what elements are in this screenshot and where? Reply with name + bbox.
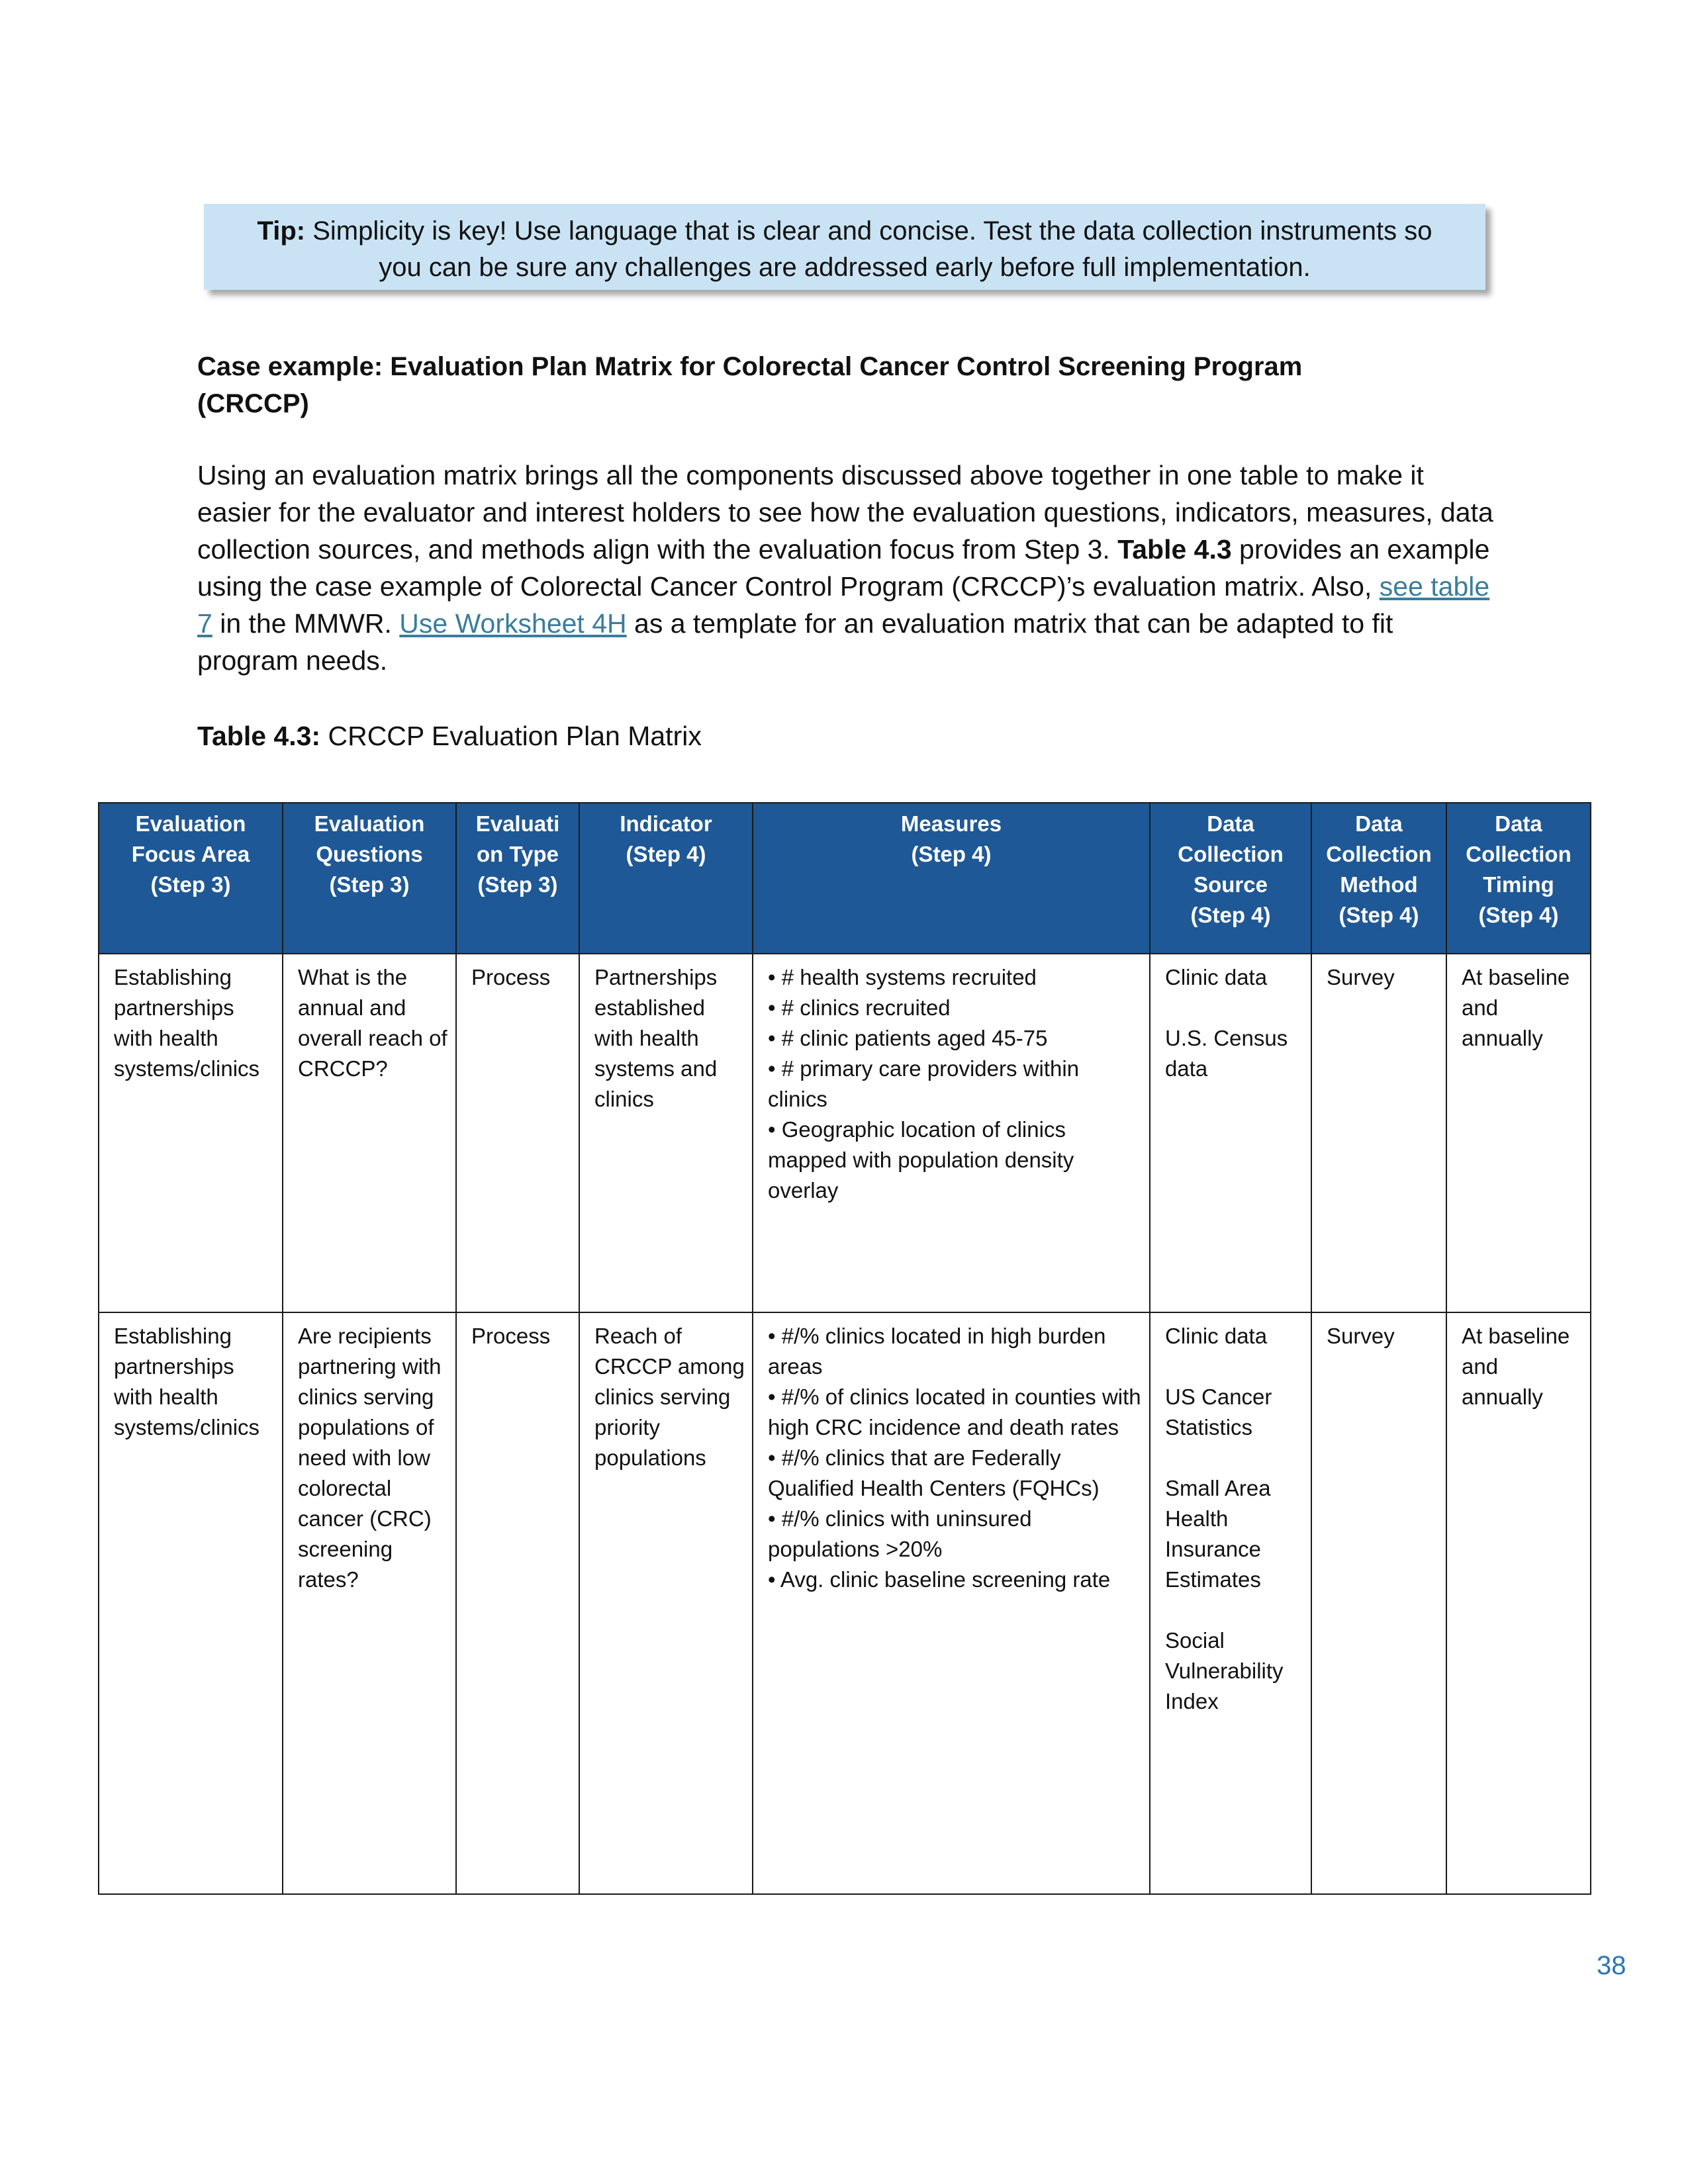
- measure-item: • Avg. clinic baseline screening rate: [768, 1567, 1111, 1592]
- cell-method: Survey: [1311, 1312, 1446, 1894]
- cell-indicator: Partnerships established with health systems and clinics: [579, 954, 753, 1312]
- cell-measures: [753, 954, 1150, 1312]
- measure-item: • Geographic location of clinics mapped with population density overlay: [768, 1117, 1074, 1203]
- cell-type: Process: [456, 1312, 579, 1894]
- cell-method: Survey: [1311, 954, 1446, 1312]
- measure-item: • #/% clinics that are Federally Qualified Health Centers (FQHCs): [768, 1445, 1100, 1500]
- header-type: Evaluati on Type (Step 3): [456, 803, 579, 954]
- cell-question: Are recipients partnering with clinics serving populations of need with low colorectal cancer (CRC) screening rates?: [283, 1312, 456, 1894]
- measure-item: • # health systems recruited: [768, 965, 1037, 989]
- header-questions: Evaluation Questions (Step 3): [283, 803, 456, 954]
- worksheet-4h-link[interactable]: Use Worksheet 4H: [399, 608, 627, 639]
- header-indicator: Indicator (Step 4): [579, 803, 753, 954]
- para-text-3: in the MMWR.: [212, 608, 400, 639]
- evaluation-plan-matrix: [98, 802, 1591, 1895]
- cell-timing: At baseline and annually: [1446, 1312, 1591, 1894]
- cell-question: What is the annual and overall reach of CRCCP?: [283, 954, 456, 1312]
- tip-text-1: Simplicity is key! Use language that is clear and concise. Test the data collection instruments so: [305, 216, 1432, 246]
- para-text-1: Using an evaluation matrix brings all the components discussed above together in one table to make it easier for the evaluator and interest holders to see how the evaluation questions, indicators, measures, data collection sources, and methods align with the evaluation focus from Step 3.: [197, 460, 1493, 565]
- cell-type: Process: [456, 954, 579, 1312]
- header-timing: Data Collection Timing (Step 4): [1446, 803, 1591, 954]
- measure-item: • #/% of clinics located in counties with high CRC incidence and death rates: [768, 1385, 1141, 1439]
- tip-label: Tip:: [257, 216, 306, 246]
- cell-source: Clinic data U.S. Census data: [1150, 954, 1311, 1312]
- para-bold-table-ref: Table 4.3: [1117, 534, 1232, 565]
- see-table-7-link[interactable]: see table 7: [197, 571, 1490, 639]
- tip-line-1: [204, 213, 1485, 250]
- table-caption: [197, 717, 702, 754]
- header-focus-area: Evaluation Focus Area (Step 3): [99, 803, 283, 954]
- header-source: Data Collection Source (Step 4): [1150, 803, 1311, 954]
- caption-label: Table 4.3:: [197, 721, 321, 751]
- page-number: 38: [1597, 1951, 1626, 1980]
- cell-source: Clinic data US Cancer Statistics Small Area Health Insurance Estimates Social Vulnerability Index: [1150, 1312, 1311, 1894]
- cell-timing: At baseline and annually: [1446, 954, 1591, 1312]
- table-row: [99, 1312, 1591, 1894]
- cell-indicator: Reach of CRCCP among clinics serving priority populations: [579, 1312, 753, 1894]
- cell-measures: [753, 1312, 1150, 1894]
- tip-text-2: you can be sure any challenges are addressed early before full implementation.: [379, 253, 1311, 282]
- case-title-line-1: Case example: Evaluation Plan Matrix for Colorectal Cancer Control Screening Program: [197, 352, 1303, 381]
- header-measures: Measures (Step 4): [753, 803, 1150, 954]
- intro-paragraph: [197, 457, 1501, 679]
- caption-text: CRCCP Evaluation Plan Matrix: [320, 721, 702, 751]
- tip-box: [204, 204, 1485, 290]
- table-row: [99, 954, 1591, 1312]
- measure-item: • #/% clinics located in high burden areas: [768, 1324, 1106, 1379]
- measure-item: • # primary care providers within clinics: [768, 1056, 1080, 1111]
- table-header-row: [99, 803, 1591, 954]
- cell-focus-area: Establishing partnerships with health systems/clinics: [99, 954, 283, 1312]
- case-example-title: [197, 348, 1495, 422]
- cell-focus-area: Establishing partnerships with health systems/clinics: [99, 1312, 283, 1894]
- para-text-2: provides an example using the case example of Colorectal Cancer Control Program (CRCCP)’s evaluation matrix. Also,: [197, 534, 1490, 602]
- case-title-line-2: (CRCCP): [197, 389, 309, 418]
- measure-item: • #/% clinics with uninsured populations >20%: [768, 1506, 1032, 1561]
- measure-item: • # clinics recruited: [768, 995, 951, 1020]
- header-method: Data Collection Method (Step 4): [1311, 803, 1446, 954]
- measure-item: • # clinic patients aged 45-75: [768, 1026, 1048, 1050]
- para-text-4: as a template for an evaluation matrix that can be adapted to fit program needs.: [197, 608, 1393, 676]
